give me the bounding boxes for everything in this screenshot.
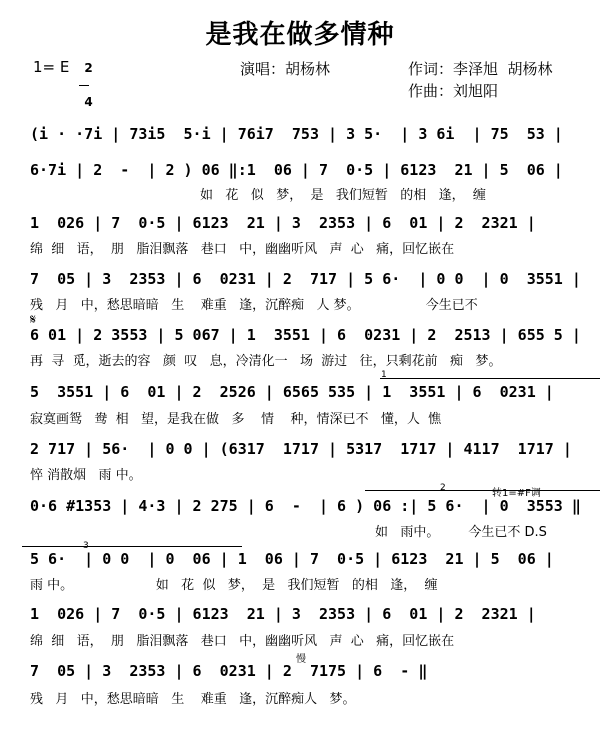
score-line-11-lyrics: 残 月 中，愁思暗暗 生 难重 逢，沉醉痴人 梦。 [30, 692, 356, 707]
score-line-9-lyrics: 雨 中。 如 花 似 梦， 是 我们短暂 的相 逢， 缠 [30, 578, 438, 593]
score-line-7-lyrics: 悴 消散烟 雨 中。 [30, 468, 142, 483]
volta-3-mark: 3 [83, 541, 89, 551]
score-line-7-notes: 2 717 | 56· | 0 0 | (6317 1717 | 5317 1717 | 4117 1717 | [30, 440, 572, 458]
segno-sign: 𝄋 [30, 312, 37, 328]
score-line-6-lyrics: 寂寞画鸳 鸯 相 望，是我在做 多 情 种，情深已不 懂，人 憔 [30, 412, 442, 427]
slow-mark: 慢 [296, 654, 306, 665]
score-line-2-lyrics: 如 花 似 梦， 是 我们短暂 的相 逢， 缠 [200, 188, 486, 203]
volta-3-bracket [22, 546, 242, 547]
key-change-note: 转1=#F调 [492, 488, 541, 499]
lyricist-credit: 作词：李泽旭 胡杨林 [408, 60, 553, 78]
score-line-10-notes: 1 026 | 7 0·5 | 6123 21 | 3 2353 | 6 01 | 2 2321 | [30, 605, 536, 623]
score-line-3-lyrics: 绵 细 语， 朋 脂泪飘落 巷口 中，幽幽听风 声 心 痛，回忆嵌在 [30, 242, 455, 257]
score-line-2-notes: 6·7i | 2 - | 2 ) 06 ‖:1 06 | 7 0·5 | 6123 21 | 5 06 | [30, 161, 563, 179]
score-line-4-notes: 7 05 | 3 2353 | 6 0231 | 2 717 | 5 6· | 0 0 | 0 3551 | [30, 270, 581, 288]
volta-1-mark: 1 [381, 370, 387, 380]
time-signature-bar [79, 85, 89, 86]
singer-credit: 演唱：胡杨林 [240, 60, 331, 78]
volta-2-bracket [365, 490, 600, 491]
score-line-3-notes: 1 026 | 7 0·5 | 6123 21 | 3 2353 | 6 01 | 2 2321 | [30, 214, 536, 232]
time-signature-bottom: 4 [84, 95, 93, 109]
score-line-8-notes: 0·6 #1353 | 4·3 | 2 275 | 6 - | 6 ) 06 :| 5 6· | 0 3553 ‖ [30, 497, 581, 515]
score-line-11-notes: 7 05 | 3 2353 | 6 0231 | 2 7175 | 6 - ‖ [30, 662, 428, 680]
score-line-6-notes: 5 3551 | 6 01 | 2 2526 | 6565 535 | 1 3551 | 6 0231 | [30, 383, 554, 401]
score-line-5-lyrics: 再 寻 觅，逝去的容 颜 叹 息，冷清化一 场 游过 往，只剩花前 痴 梦。 [30, 354, 502, 369]
score-line-5-notes: 6 01 | 2 3553 | 5 067 | 1 3551 | 6 0231 | 2 2513 | 655 5 | [30, 326, 581, 344]
volta-1-bracket [380, 378, 600, 379]
song-title: 是我在做多情种 [205, 20, 395, 50]
score-line-9-notes: 5 6· | 0 0 | 0 06 | 1 06 | 7 0·5 | 6123 21 | 5 06 | [30, 550, 554, 568]
score-line-10-lyrics: 绵 细 语， 朋 脂泪飘落 巷口 中，幽幽听风 声 心 痛，回忆嵌在 [30, 634, 455, 649]
time-signature-top: 2 [84, 61, 93, 75]
composer-credit: 作曲：刘旭阳 [408, 82, 499, 100]
score-line-1-notes: (i · ·7i | 73i5 5·i | 76i7 753 | 3 5· | 3 6i | 75 53 | [30, 125, 563, 143]
time-signature [76, 52, 93, 108]
score-line-8-lyrics: 如 雨中。 今生已不 D.S [375, 525, 547, 540]
score-line-4-lyrics: 残 月 中，愁思暗暗 生 难重 逢，沉醉痴 人 梦。 今生已不 [30, 298, 478, 313]
key-signature: 1= E [33, 58, 70, 76]
volta-2-mark: 2 [440, 483, 446, 493]
